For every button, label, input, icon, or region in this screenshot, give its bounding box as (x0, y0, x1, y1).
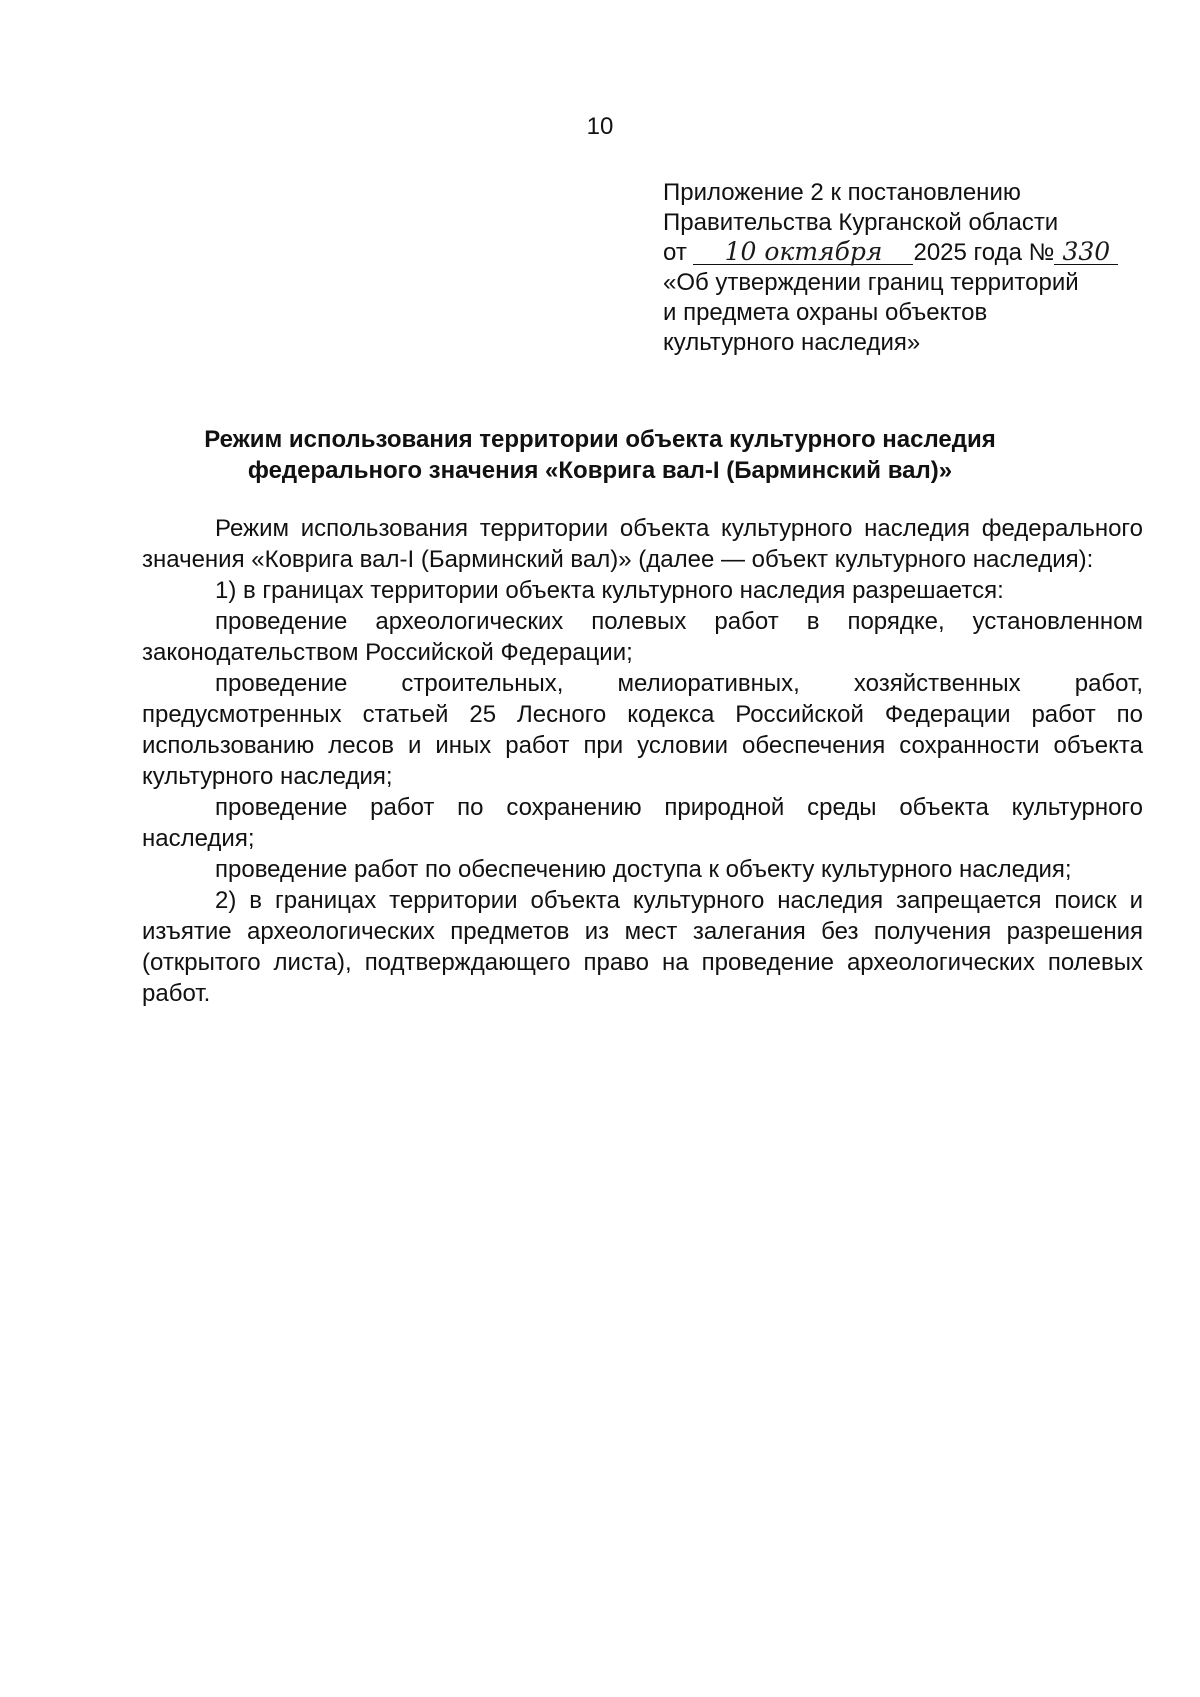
title-line-2: федерального значения «Коврига вал-I (Барминский вал)» (247, 457, 953, 484)
annex-from-prefix: от (663, 239, 687, 266)
handwritten-date: 10 октября (693, 240, 913, 265)
paragraph-permitted-header: 1) в границах территории объекта культурного наследия разрешается: (215, 577, 1004, 604)
annex-line-1: Приложение 2 к постановлению (663, 179, 1021, 206)
title-line-1: Режим использования территории объекта культурного наследия (204, 426, 996, 453)
page-number: 10 (586, 113, 614, 140)
paragraph-construction-works: проведение строительных, мелиоративных, хозяйственных работ, предусмотренных статьей 25 Лесного кодекса Российской Федерации работ по использованию лесов и иных работ при условии обеспечения сохранности объекта культурного наследия; (142, 670, 1143, 790)
paragraph-intro: Режим использования территории объекта культурного наследия федерального значения «Коврига вал-I (Барминский вал)» (далее — объект культурного наследия): (142, 515, 1143, 573)
paragraph-prohibited: 2) в границах территории объекта культурного наследия запрещается поиск и изъятие археологических предметов из мест залегания без получения разрешения (открытого листа), подтверждающего право на проведение археологических полевых работ. (142, 887, 1143, 1007)
paragraph-environment-works: проведение работ по сохранению природной среды объекта культурного наследия; (142, 794, 1143, 852)
annex-line-2: Правительства Курганской области (663, 209, 1059, 236)
annex-line-6: культурного наследия» (663, 329, 921, 356)
annex-line-5: и предмета охраны объектов (663, 299, 988, 326)
paragraph-access-works: проведение работ по обеспечению доступа к объекту культурного наследия; (215, 856, 1072, 883)
annex-year-text: 2025 года № (913, 239, 1055, 266)
handwritten-number: 330 (1054, 240, 1118, 265)
document-body (142, 513, 1143, 1009)
paragraph-archaeological-works: проведение археологических полевых работ в порядке, установленном законодательством Российской Федерации; (142, 608, 1143, 666)
annex-line-4: «Об утверждении границ территорий (663, 269, 1079, 296)
annex-header (663, 178, 1143, 358)
document-title (100, 424, 1100, 486)
annex-line-3 (663, 238, 1143, 268)
